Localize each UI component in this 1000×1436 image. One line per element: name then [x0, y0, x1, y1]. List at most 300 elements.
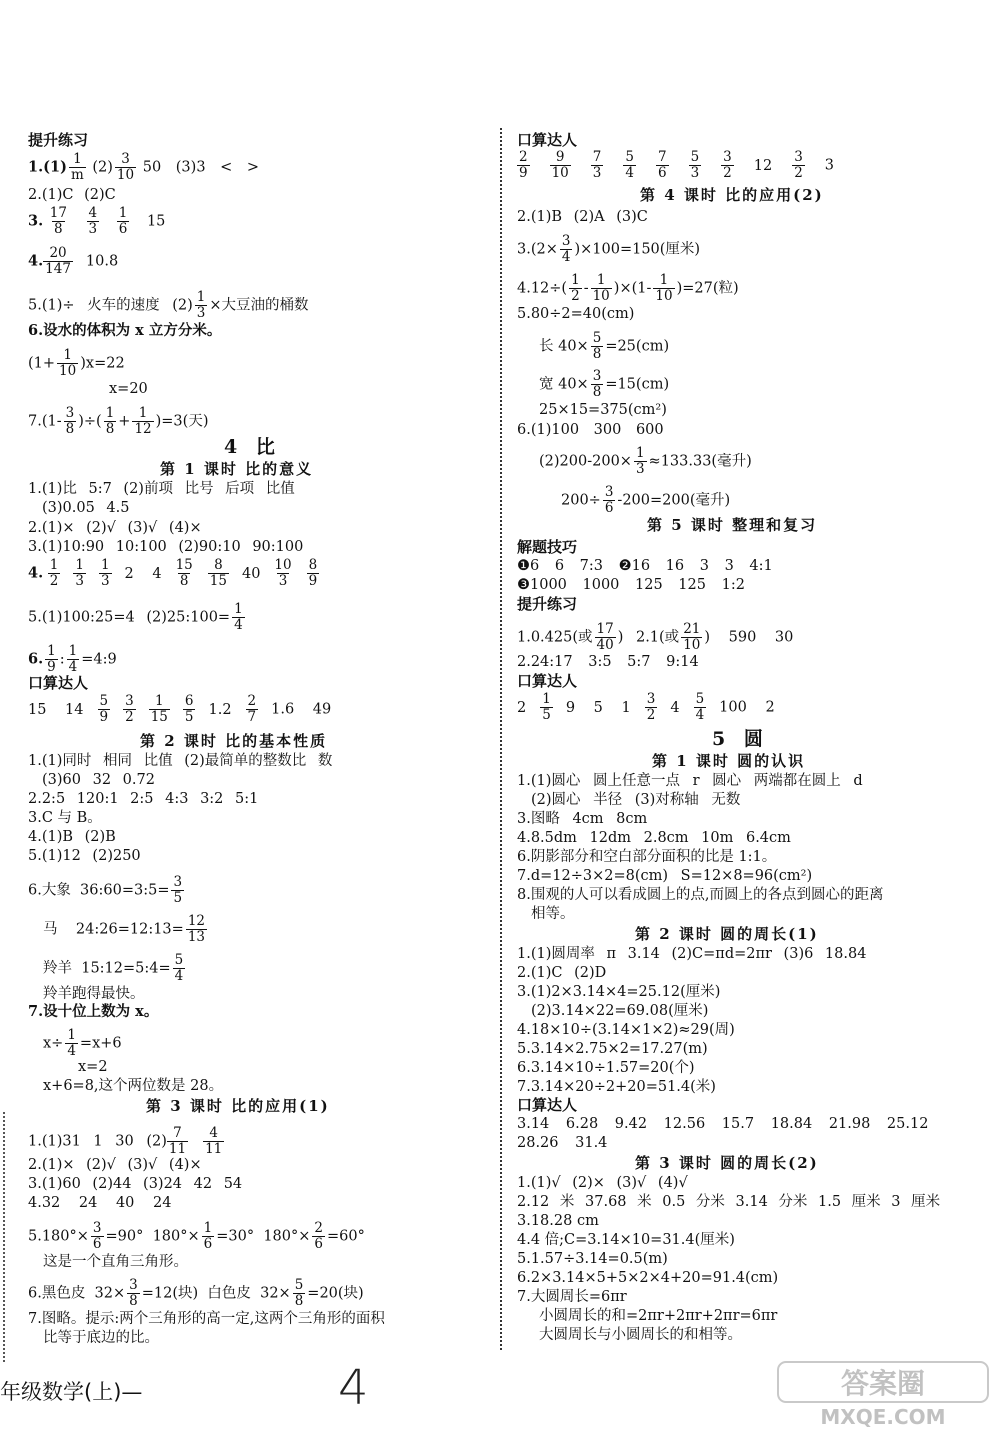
den: 10: [683, 637, 701, 653]
text: ×大豆油的桶数: [209, 297, 309, 314]
den: 10: [59, 363, 77, 379]
num: 8: [308, 557, 318, 573]
text: 9 5 1: [565, 699, 631, 716]
fraction: [64, 406, 77, 437]
num: 7: [173, 1125, 182, 1141]
watermark-logo: [776, 1360, 990, 1430]
fraction: [183, 694, 196, 725]
den: 4: [67, 1043, 76, 1059]
fraction: [603, 485, 616, 516]
answer-line: [28, 644, 117, 675]
num: 1: [63, 347, 72, 363]
num: 3: [129, 1277, 138, 1293]
fraction: [272, 558, 293, 589]
text: 4.: [28, 564, 44, 582]
answer-line: 2.(1)C (2)C: [28, 187, 116, 203]
answer-line: (3)60 32 0.72: [42, 772, 155, 788]
fraction: [115, 152, 136, 183]
den: 4: [695, 707, 705, 723]
answer-line: 6.设水的体积为 x 立方分米。: [28, 322, 222, 339]
section-header: 解题技巧: [517, 538, 578, 556]
answer-line: [28, 875, 186, 906]
answer-line: [28, 206, 165, 237]
text: 12: [753, 157, 773, 174]
fraction: [174, 558, 195, 589]
answer-line: [28, 602, 247, 633]
answer-line: 2.24:17 3:5 5:7 9:14: [517, 654, 699, 670]
fraction: [645, 692, 658, 723]
fraction: [569, 273, 582, 304]
answer-line: [517, 234, 700, 265]
fraction: [127, 1278, 140, 1309]
fraction: [560, 234, 573, 265]
num: 3: [646, 691, 656, 707]
fraction: [123, 694, 136, 725]
answer-line: 4.4 倍;C=3.14×10=31.4(厘米): [517, 1232, 735, 1248]
fraction: [98, 694, 111, 725]
den: 11: [168, 1141, 187, 1157]
num: 1: [155, 693, 164, 709]
fraction: [312, 1221, 325, 1252]
answer-line: [28, 1278, 364, 1309]
answer-line: 3.图略 4cm 8cm: [517, 811, 648, 827]
den: 2: [49, 573, 59, 589]
num: 3: [65, 405, 75, 421]
text: 15 14: [28, 701, 84, 718]
den: m: [70, 167, 84, 183]
answer-line: 2.(1)B (2)A (3)C: [517, 209, 648, 225]
den: 15: [209, 573, 227, 589]
fraction: [73, 558, 86, 589]
text: ) 590 30: [704, 629, 794, 646]
num: 5: [592, 330, 602, 346]
fraction: [57, 348, 78, 379]
answer-line: [28, 152, 259, 183]
answer-line: 8.围观的人可以看成圆上的点,而圆上的各点到圆心的距离: [517, 887, 884, 903]
answer-line: 6.3.14×10÷1.57=20(个): [517, 1060, 695, 1076]
num: 17: [49, 205, 67, 221]
answer-line: 3.14 6.28 9.42 12.56 15.7 18.84 21.98 25.12: [517, 1116, 929, 1132]
answer-line: 6.2×3.14×5+5×2×4+20=91.4(cm): [517, 1270, 779, 1286]
den: 9: [47, 659, 56, 675]
num: 1: [68, 643, 78, 659]
answer-line: [28, 1221, 365, 1252]
num: 1: [138, 405, 148, 421]
answer-line: 3.(1)2×3.14×4=25.12(厘米): [517, 984, 721, 1000]
lesson-title: 第 2 课时 比的基本性质: [140, 732, 328, 750]
den: 8: [54, 221, 63, 237]
fraction: [307, 558, 320, 589]
answer-line: 2.(1)× (2)√ (3)√ (4)×: [28, 1157, 202, 1173]
answer-line: [43, 914, 209, 945]
text: =x+6: [79, 1035, 122, 1052]
num: 1: [118, 205, 128, 221]
text: 2 4: [124, 565, 162, 582]
den: 4: [561, 249, 571, 265]
answer-line: [539, 369, 669, 400]
num: 17: [596, 621, 614, 637]
num: 3: [173, 874, 183, 890]
answer-line: 3.18.28 cm: [517, 1213, 599, 1229]
text: 2: [517, 699, 527, 716]
num: 3: [604, 484, 614, 500]
answer-line: 相等。: [531, 906, 575, 922]
text: =12(块) 白色皮 32×: [141, 1285, 291, 1302]
den: 8: [592, 384, 602, 400]
answer-line: 5.1.57÷3.14=0.5(m): [517, 1251, 668, 1267]
text: 50 (3)3 < >: [142, 159, 260, 176]
chapter-title: 4 比: [224, 436, 281, 458]
answer-line: 2.2:5 120:1 2:5 4:3 3:2 5:1: [28, 791, 259, 807]
text: 1.0.425(或: [517, 629, 593, 646]
lesson-title: 第 2 课时 圆的周长(1): [635, 925, 819, 943]
text: 3: [824, 157, 835, 174]
lesson-title: 第 1 课时 圆的认识: [652, 752, 806, 770]
fraction: [656, 150, 669, 181]
answer-line: [28, 406, 208, 437]
answer-line: [517, 273, 739, 304]
text: 100 2: [719, 699, 775, 716]
answer-line: 7.d=12÷3×2=8(cm) S=12×8=96(cm²): [517, 868, 813, 884]
den: 8: [179, 573, 189, 589]
section-header: 口算达人: [517, 131, 578, 149]
num: 4: [88, 205, 98, 221]
answer-line: 3.(1)10:90 10:100 (2)90:10 90:100: [28, 539, 304, 555]
answer-line: [517, 150, 834, 181]
answer-line: 25×15=375(cm²): [539, 402, 667, 418]
num: 1: [75, 557, 84, 573]
fraction: [65, 1028, 78, 1059]
answer-line: 7.设十位上数为 x。: [28, 1003, 159, 1020]
num: 3: [121, 151, 130, 167]
fraction: [91, 1221, 104, 1252]
text: 15: [146, 213, 166, 230]
equation-line: x=20: [109, 381, 148, 397]
den: 9: [99, 709, 109, 725]
num: 5: [294, 1277, 304, 1293]
fraction: [48, 558, 61, 589]
text: ) 2.1(或: [617, 629, 680, 646]
answer-line: 1.(1)圆周率 π 3.14 (2)C=πd=2πr (3)6 18.84: [517, 946, 867, 962]
fraction: [117, 206, 130, 237]
answer-line: 5.80÷2=40(cm): [517, 306, 635, 322]
den: 6: [604, 500, 614, 516]
answer-line: 4.18×10÷(3.14×1×2)≈29(周): [517, 1022, 735, 1038]
text: 宽 40×: [539, 376, 589, 393]
den: 10: [551, 165, 569, 181]
equation-line: x+6=8,这个两位数是 28。: [43, 1078, 224, 1094]
num: 20: [49, 245, 67, 261]
answer-line: 3.(1)60 (2)44 (3)24 42 54: [28, 1176, 243, 1192]
num: 1: [203, 1220, 213, 1236]
watermark-graphic: [776, 1360, 990, 1430]
den: 4: [625, 165, 634, 181]
den: 10: [116, 167, 135, 183]
answer-line: [517, 622, 793, 653]
answer-line: [28, 694, 331, 725]
text: =4:9: [81, 651, 117, 668]
section-header: 口算达人: [28, 674, 89, 692]
den: 15: [150, 709, 168, 725]
text: 1.2: [208, 701, 232, 718]
num: 7: [657, 149, 667, 165]
text: )÷(: [78, 413, 102, 430]
text: 5.(1)÷ 火车的速度 (2): [28, 297, 193, 314]
fraction: [595, 622, 616, 653]
den: 9: [308, 573, 318, 589]
fraction: [517, 150, 530, 181]
answer-line: 羚羊跑得最快。: [43, 986, 145, 1002]
num: 3: [592, 368, 602, 384]
lesson-title: 第 4 课时 比的应用(2): [640, 186, 824, 204]
den: 7: [247, 709, 257, 725]
fraction: [67, 644, 80, 675]
num: 3: [92, 1220, 102, 1236]
num: 2: [314, 1220, 324, 1236]
answer-line: 4.(1)B (2)B: [28, 829, 116, 845]
text: 5.180°×: [28, 1228, 89, 1245]
fraction: [195, 290, 208, 321]
fraction: [634, 446, 647, 477]
den: 147: [45, 261, 71, 277]
text: )=3(天): [155, 413, 209, 430]
num: 12: [187, 913, 205, 929]
lesson-title: 第 5 课时 整理和复习: [647, 516, 818, 534]
text: 200÷: [561, 492, 601, 509]
num: 15: [175, 557, 193, 573]
fraction: [591, 273, 612, 304]
fraction: [792, 150, 805, 181]
den: 5: [542, 707, 551, 723]
num: 6: [184, 693, 194, 709]
den: 3: [690, 165, 700, 181]
answer-line: [28, 246, 118, 277]
answer-line: 大圆周长与小圆周长的和相等。: [539, 1327, 742, 1343]
answer-line: 5.(1)12 (2)250: [28, 848, 141, 864]
num: 5: [99, 693, 109, 709]
answer-line: (2)圆心 半径 (3)对称轴 无数: [531, 792, 741, 808]
den: 8: [592, 346, 602, 362]
den: 3: [75, 573, 84, 589]
answer-line: 2.(1)C (2)D: [517, 965, 607, 981]
text: (1+: [28, 355, 56, 372]
text: 6.大象 36:60=3:5=: [28, 882, 170, 899]
answer-line: [539, 446, 752, 477]
den: 3: [635, 461, 645, 477]
num: 1: [234, 601, 243, 617]
text: =25(cm): [605, 338, 670, 355]
answer-line: ❶6 6 7:3 ❷16 16 3 3 4:1: [517, 558, 773, 574]
den: 4: [68, 659, 78, 675]
text: (2): [92, 159, 113, 176]
text: 1.(1): [28, 158, 67, 176]
num: 1: [542, 691, 551, 707]
answer-line: 这是一个直角三角形。: [43, 1254, 188, 1270]
den: 8: [129, 1293, 138, 1309]
num: 3: [794, 149, 803, 165]
fraction: [293, 1278, 306, 1309]
fraction: [48, 206, 69, 237]
fraction: [104, 406, 117, 437]
fraction: [45, 644, 58, 675]
chapter-title: 5 圆: [712, 728, 769, 750]
text: 1.6 49: [271, 701, 332, 718]
answer-line: [28, 1126, 226, 1157]
num: 1: [196, 289, 206, 305]
fraction: [87, 206, 100, 237]
answer-line: [28, 290, 309, 321]
text: 马 24:26=12:13=: [43, 921, 184, 938]
den: 12: [134, 421, 152, 437]
text: =20(块): [307, 1285, 364, 1302]
text: 4: [670, 699, 680, 716]
text: 3.(2×: [517, 241, 558, 258]
answer-line: 2.(1)× (2)√ (3)√ (4)×: [28, 520, 202, 536]
handwritten-page-number: 4: [338, 1360, 369, 1416]
den: 3: [100, 573, 110, 589]
fraction: [149, 694, 170, 725]
den: 4: [234, 617, 243, 633]
text: )=27(粒): [676, 280, 739, 297]
den: 3: [592, 165, 602, 181]
lesson-title: 第 3 课时 比的应用(1): [146, 1097, 330, 1115]
den: 5: [173, 890, 183, 906]
num: 1: [67, 1027, 76, 1043]
answer-line: [539, 331, 669, 362]
text: =90° 180°×: [105, 1228, 200, 1245]
num: 5: [690, 149, 700, 165]
answer-line: 4.8.5dm 12dm 2.8cm 10m 6.4cm: [517, 830, 791, 846]
text: -: [583, 280, 589, 297]
num: 8: [214, 557, 223, 573]
num: 1: [659, 272, 669, 288]
answer-line: 小圆周长的和=2πr+2πr+2πr=6πr: [539, 1308, 778, 1324]
fraction: [653, 273, 674, 304]
answer-line: 7.3.14×20÷2+20=51.4(米): [517, 1079, 716, 1095]
num: 5: [174, 952, 184, 968]
fraction: [171, 875, 184, 906]
answer-line: 1.(1)√ (2)× (3)√ (4)√: [517, 1175, 688, 1191]
answer-line: 7.大圆周长=6πr: [517, 1289, 627, 1305]
text: =60°: [327, 1228, 365, 1245]
fraction: [591, 150, 604, 181]
watermark-url: MXQE.COM: [820, 1405, 946, 1429]
num: 1: [635, 445, 645, 461]
num: 2: [519, 149, 528, 165]
answer-line: 28.26 31.4: [517, 1135, 608, 1151]
fraction: [173, 953, 186, 984]
den: 4: [174, 968, 184, 984]
fraction: [689, 150, 702, 181]
answer-line: [43, 953, 187, 984]
num: 1: [105, 405, 115, 421]
text: 4.: [28, 252, 44, 270]
text: 10.8: [85, 253, 119, 270]
answer-line: [28, 558, 332, 589]
text: 长 40×: [539, 338, 589, 355]
footer-grade-label: 年级数学(上)—: [0, 1380, 143, 1404]
fraction: [550, 150, 571, 181]
answer-line: 6.(1)100 300 600: [517, 422, 664, 438]
text: )x=22: [80, 355, 125, 372]
fraction: [69, 152, 86, 183]
num: 10: [274, 557, 292, 573]
section-header: 口算达人: [517, 672, 578, 690]
den: 3: [196, 305, 206, 321]
section-header: 口算达人: [517, 1096, 578, 1114]
num: 9: [555, 149, 565, 165]
num: 1: [49, 557, 59, 573]
num: 1: [571, 272, 580, 288]
den: 2: [125, 709, 134, 725]
lesson-title: 第 1 课时 比的意义: [160, 460, 314, 478]
den: 6: [314, 1236, 324, 1252]
fraction: [694, 692, 707, 723]
den: 11: [205, 1141, 223, 1157]
den: 6: [92, 1236, 102, 1252]
den: 5: [184, 709, 194, 725]
text: 7.(1-: [28, 413, 62, 430]
text: -200=200(毫升): [617, 492, 731, 509]
equation-line: [43, 1028, 122, 1059]
text: )×100=150(厘米): [574, 241, 701, 258]
answer-line: 7.图略。提示:两个三角形的高一定,这两个三角形的面积: [28, 1311, 385, 1327]
fraction: [208, 558, 229, 589]
den: 6: [657, 165, 667, 181]
text: 5.(1)100:25=4 (2)25:100=: [28, 609, 231, 626]
den: 2: [646, 707, 656, 723]
answer-line: (3)0.05 4.5: [42, 500, 130, 516]
den: 9: [519, 165, 528, 181]
fraction: [591, 369, 604, 400]
column-divider: [500, 128, 502, 1350]
den: 10: [655, 288, 673, 304]
num: 1: [596, 272, 606, 288]
fraction: [203, 1126, 224, 1157]
num: 21: [683, 621, 701, 637]
den: 13: [187, 929, 205, 945]
answer-line: 1.(1)同时 相同 比值 (2)最简单的整数比 数: [28, 753, 333, 769]
fraction: [186, 914, 207, 945]
text: 6.: [28, 650, 44, 668]
fraction: [591, 331, 604, 362]
fraction: [202, 1221, 215, 1252]
equation-line: [28, 348, 125, 379]
fraction: [232, 602, 245, 633]
fraction: [681, 622, 702, 653]
text: +: [118, 413, 131, 430]
den: 2: [571, 288, 580, 304]
watermark-text: 答案圈: [840, 1367, 926, 1400]
den: 40: [596, 637, 614, 653]
num: 7: [592, 149, 602, 165]
fraction: [623, 150, 636, 181]
num: 5: [695, 691, 705, 707]
text: 6.黑色皮 32×: [28, 1285, 126, 1302]
lesson-title: 第 3 课时 圆的周长(2): [635, 1154, 819, 1172]
answer-line: 6.阴影部分和空白部分面积的比是 1:1。: [517, 849, 777, 865]
text: :: [59, 651, 65, 668]
text: 羚羊 15:12=5:4=: [43, 960, 171, 977]
section-header: 提升练习: [517, 595, 578, 613]
text: =15(cm): [605, 376, 670, 393]
text: 1.(1)31 1 30 (2): [28, 1133, 167, 1150]
text: )×(1-: [613, 280, 652, 297]
fraction: [43, 246, 73, 277]
fraction: [721, 150, 734, 181]
text: (2)200-200×: [539, 453, 632, 470]
equation-line: x=2: [78, 1059, 108, 1075]
